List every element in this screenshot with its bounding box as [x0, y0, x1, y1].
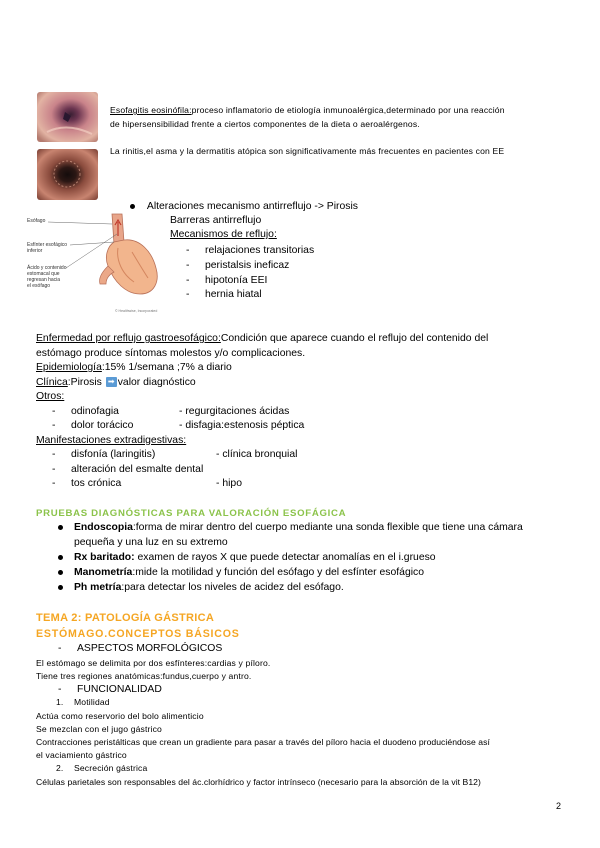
- stomach-reflux-diagram: [22, 212, 162, 318]
- mot-line1: Actúa como reservorio del bolo alimenticio: [36, 711, 204, 721]
- tema-title: TEMA 2: PATOLOGÍA GÁSTRICA: [36, 612, 215, 624]
- pruebas-heading: PRUEBAS DIAGNÓSTICAS PARA VALORACIÓN ESOFÁGICA: [36, 508, 347, 519]
- test-endoscopia-line2: pequeña y una luz en su extremo: [74, 537, 228, 548]
- eosinophilic-esophagitis-term: Esofagitis eosinófila:: [110, 105, 192, 115]
- reflux-mechanism-item: - relajaciones transitorias: [186, 245, 315, 256]
- mot-line2: Se mezclan con el jugo gástrico: [36, 724, 162, 734]
- mot-line3: Contracciones peristálticas que crean un gradiente para pasar a través del píloro hacia el duodeno produciéndose así: [36, 737, 490, 747]
- erge-other-item: - odinofagia: [52, 406, 119, 417]
- test-rx: Rx baritado: examen de rayos X que puede detectar anomalías en el i.grueso: [58, 552, 63, 563]
- aspectos-heading: - ASPECTOS MORFOLÓGICOS: [58, 643, 223, 654]
- erge-extra-item: - alteración del esmalte dental: [52, 464, 204, 475]
- test-manometria: Manometría:mide la motilidad y función del esófago y del esfínter esofágico: [58, 567, 63, 578]
- erge-other-item: - disfagia:estenosis péptica: [179, 420, 305, 431]
- reflux-mechanism-item: - hernia hiatal: [186, 289, 262, 300]
- right-arrow-icon: ➡: [106, 377, 117, 387]
- endoscopy-image-2: [37, 149, 98, 200]
- erge-epidemiology: Epidemiología:15% 1/semana ;7% a diario: [36, 362, 232, 373]
- antireflux-bullet: [130, 201, 358, 212]
- erge-extradigestive-title: Manifestaciones extradigestivas:: [36, 435, 187, 446]
- reflux-mechanisms-title: Mecanismos de reflujo:: [170, 229, 277, 240]
- tema-subtitle: ESTÓMAGO.CONCEPTOS BÁSICOS: [36, 628, 240, 640]
- erge-clinic: Clínica:Pirosis ➡ valor diagnóstico: [36, 377, 196, 388]
- label-acido: Ácido y contenido estomacal que regresan hacia el esófago: [27, 265, 67, 289]
- erge-def-line2: estómago produce síntomas molestos y/o complicaciones.: [36, 348, 306, 359]
- atopy-association: La rinitis,el asma y la dermatitis atópica son significativamente más frecuentes en pacientes con EE: [110, 146, 505, 156]
- label-esofago: Esófago: [27, 218, 46, 224]
- test-phmetria: Ph metría:para detectar los niveles de acidez del esófago.: [58, 582, 63, 593]
- antireflux-barriers: Barreras antirreflujo: [170, 215, 262, 226]
- motilidad-heading: 1. Motilidad: [56, 697, 110, 707]
- mot-line4: el vaciamiento gástrico: [36, 750, 127, 760]
- label-esfinter: Esfínter esofágico inferior: [27, 242, 68, 254]
- sec-line1: Células parietales son responsables del ác.clorhídrico y factor intrínseco (necesario para la absorción de la vit B12): [36, 777, 481, 787]
- diagram-credit: © Healthwise, Incorporated: [115, 309, 158, 313]
- erge-term: Enfermedad por reflujo gastroesofágico:: [36, 333, 221, 344]
- bullet-dot: [130, 204, 135, 209]
- antireflux-bullet-text: Alteraciones mecanismo antirreflujo -> Pirosis: [146, 201, 358, 212]
- morf-line2: Tiene tres regiones anatómicas:fundus,cuerpo y antro.: [36, 671, 252, 681]
- test-endoscopia: Endoscopia:forma de mirar dentro del cuerpo mediante una sonda flexible que tiene una cámara: [58, 522, 63, 533]
- funcionalidad-heading: - FUNCIONALIDAD: [58, 684, 162, 695]
- eosinophilic-esophagitis-def-line2: de hipersensibilidad frente a ciertos componentes de la dieta o aeroalérgenos.: [110, 119, 420, 129]
- erge-extra-item: - clínica bronquial: [216, 449, 298, 460]
- eosinophilic-esophagitis-def-line1: [110, 105, 505, 115]
- secrecion-heading: 2. Secreción gástrica: [56, 763, 148, 773]
- morf-line1: El estómago se delimita por dos esfínteres:cardias y píloro.: [36, 658, 271, 668]
- erge-others-title: Otros:: [36, 391, 65, 402]
- erge-other-item: - dolor torácico: [52, 420, 134, 431]
- eosinophilic-esophagitis-def: proceso inflamatorio de etiología inmunoalérgica,determinado por una reacción: [191, 105, 505, 115]
- reflux-mechanism-item: - hipotonía EEI: [186, 275, 268, 286]
- erge-extra-item: - tos crónica: [52, 478, 122, 489]
- erge-extra-item: - hipo: [216, 478, 242, 489]
- erge-other-item: - regurgitaciones ácidas: [179, 406, 290, 417]
- endoscopy-image-1: [37, 92, 98, 142]
- reflux-mechanism-item: - peristalsis ineficaz: [186, 260, 290, 271]
- page-number: 2: [556, 801, 562, 811]
- erge-def-line1: Enfermedad por reflujo gastroesofágico:Condición que aparece cuando el reflujo del contenido del: [36, 333, 489, 344]
- erge-extra-item: - disfonía (laringitis): [52, 449, 156, 460]
